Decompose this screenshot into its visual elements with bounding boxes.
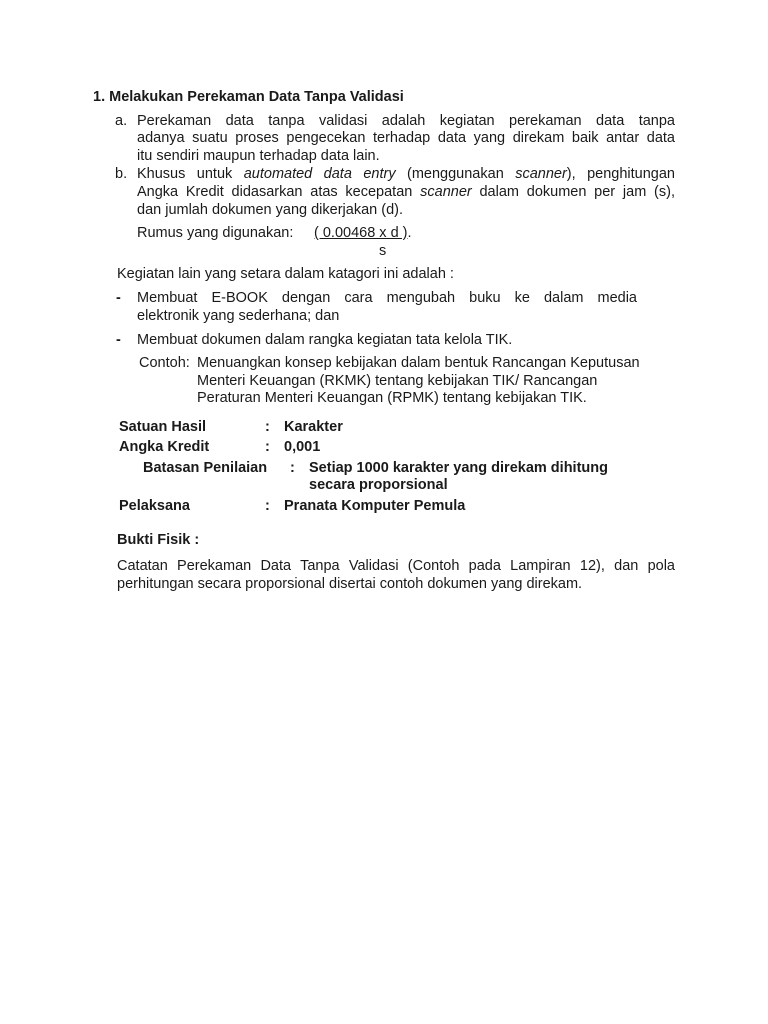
bukti-fisik-line-2: perhitungan secara proporsional disertai contoh dokumen yang direkam.	[117, 576, 583, 592]
section-heading: 1. Melakukan Perekaman Data Tanpa Validasi	[93, 89, 404, 105]
batasan-penilaian-line-2: secara proporsional	[309, 477, 448, 493]
bullet-dash-1: -	[116, 290, 121, 306]
colon: :	[265, 419, 270, 435]
bullet-1-line-2: elektronik yang sederhana; dan	[137, 308, 340, 324]
formula-dot: .	[407, 225, 412, 241]
item-b-marker: b.	[115, 166, 128, 182]
text-run: (menggunakan	[395, 166, 516, 182]
item-b-line-1	[137, 165, 675, 183]
formula-numerator	[314, 224, 412, 242]
formula-denominator: s	[379, 243, 387, 259]
angka-kredit-label: Angka Kredit	[119, 439, 210, 455]
bullet-1-line-1: Membuat E-BOOK dengan cara mengubah buku ke dalam media	[137, 290, 637, 306]
italic-term: scanner	[420, 184, 472, 200]
text-run: Khusus untuk	[137, 166, 244, 182]
colon: :	[290, 460, 295, 476]
text-run: dalam dokumen per jam (s),	[471, 184, 675, 200]
bukti-fisik-title: Bukti Fisik :	[117, 532, 200, 548]
satuan-hasil-label: Satuan Hasil	[119, 419, 207, 435]
item-b-line-2	[137, 183, 675, 201]
italic-term: scanner	[515, 166, 567, 182]
colon: :	[265, 498, 270, 514]
example-line-3: Peraturan Menteri Keuangan (RPMK) tentang kebijakan TIK.	[197, 390, 587, 406]
satuan-hasil-value: Karakter	[284, 419, 343, 435]
italic-term: automated data entry	[243, 166, 396, 182]
text-run: ), penghitungan	[566, 166, 675, 182]
item-a-line-1: Perekaman data tanpa validasi adalah kegiatan perekaman data tanpa	[137, 113, 675, 129]
colon: :	[265, 439, 270, 455]
angka-kredit-value: 0,001	[284, 439, 321, 455]
text-run: Angka Kredit didasarkan atas kecepatan	[137, 184, 421, 200]
pelaksana-value: Pranata Komputer Pemula	[284, 498, 466, 514]
item-a-line-2: adanya suatu proses pengecekan terhadap data yang direkam baik antar data	[137, 130, 675, 146]
item-a-line-3: itu sendiri maupun terhadap data lain.	[137, 148, 380, 164]
example-label: Contoh:	[139, 355, 190, 371]
bullet-2-line-1: Membuat dokumen dalam rangka kegiatan tata kelola TIK.	[137, 332, 513, 348]
other-activities-intro: Kegiatan lain yang setara dalam katagori ini adalah :	[117, 266, 454, 282]
bullet-dash-2: -	[116, 332, 121, 348]
formula-label: Rumus yang digunakan:	[137, 225, 294, 241]
batasan-penilaian-line-1: Setiap 1000 karakter yang direkam dihitung	[309, 460, 608, 476]
example-line-1: Menuangkan konsep kebijakan dalam bentuk Rancangan Keputusan	[197, 355, 640, 371]
example-line-2: Menteri Keuangan (RKMK) tentang kebijakan TIK/ Rancangan	[197, 373, 598, 389]
pelaksana-label: Pelaksana	[119, 498, 190, 514]
batasan-penilaian-label: Batasan Penilaian	[143, 460, 268, 476]
item-b-line-3: dan jumlah dokumen yang dikerjakan (d).	[137, 202, 403, 218]
bukti-fisik-line-1: Catatan Perekaman Data Tanpa Validasi (Contoh pada Lampiran 12), dan pola	[117, 558, 675, 574]
formula-numerator-text: ( 0.00468 x d )	[314, 225, 408, 241]
item-a-marker: a.	[115, 113, 128, 129]
